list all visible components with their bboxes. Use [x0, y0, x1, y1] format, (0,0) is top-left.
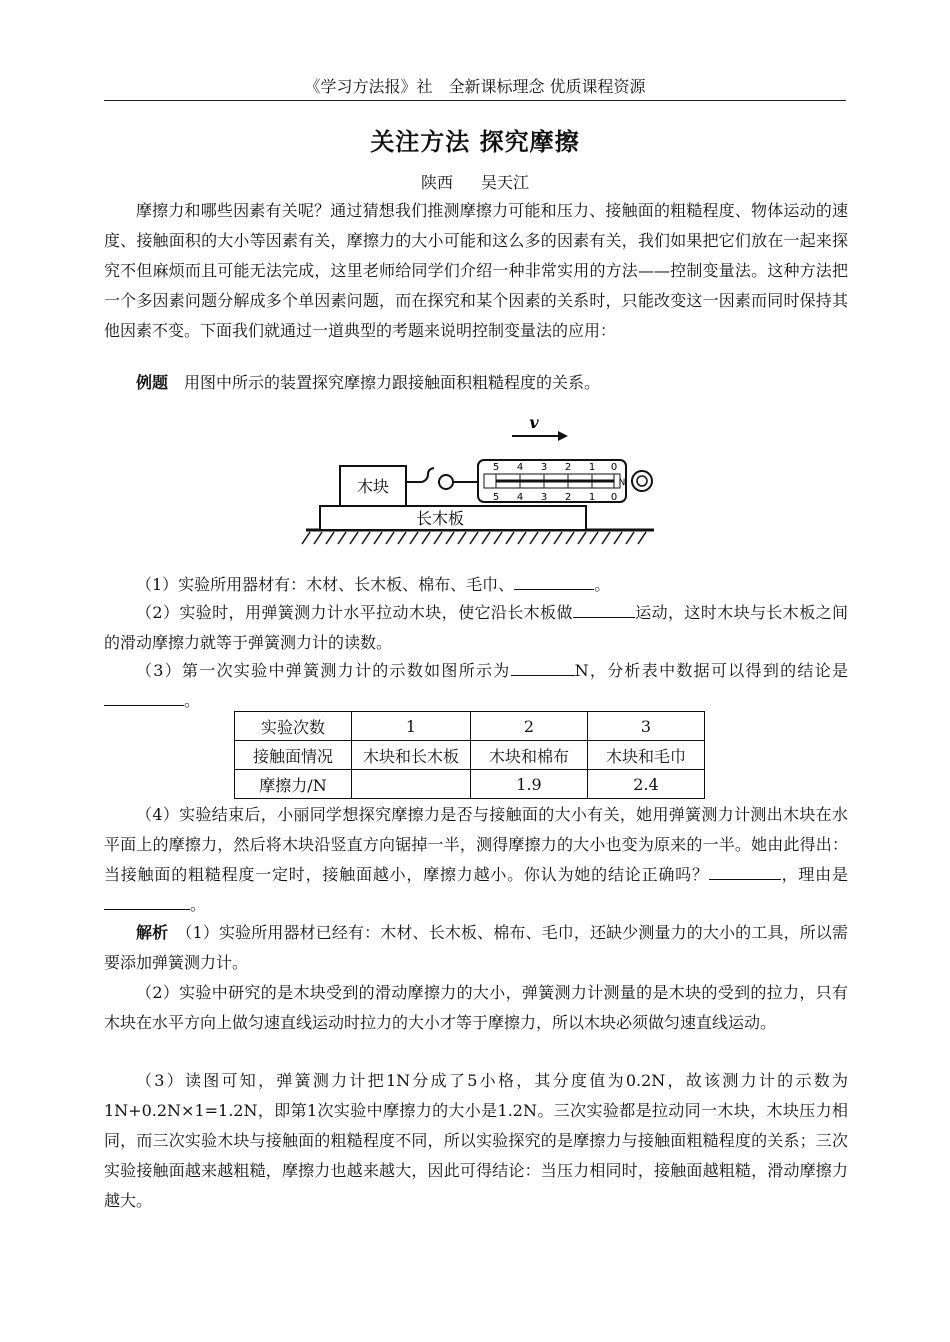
table-cell: 1 [352, 712, 471, 741]
table-cell: 2 [471, 712, 588, 741]
scale-number-0-bottom: 0 [610, 492, 618, 503]
q4-end: 。 [190, 895, 207, 914]
question-2 [104, 598, 848, 658]
q1-blank[interactable] [514, 571, 594, 590]
intro-paragraph: 摩擦力和哪些因素有关呢？通过猜想我们推测摩擦力可能和压力、接触面的粗糙程度、物体运动的速度、接触面积的大小等因素有关，摩擦力的大小可能和这么多的因素有关，我们如果把它们放在一起来探究不但麻烦而且可能无法完成，这里老师给同学们介绍一种非常实用的方法——控制变量法。这种方法把一个多因素问题分解成多个单因素问题，而在探究和某个因素的关系时，只能改变这一因素而同时保持其他因素不变。下面我们就通过一道典型的考题来说明控制变量法的应用： [104, 201, 848, 340]
scale-number-5-bottom: 5 [492, 492, 500, 503]
scale-number-4: 4 [516, 462, 524, 473]
author-region: 陕西 [420, 173, 453, 192]
article-title: 关注方法 探究摩擦 [370, 127, 580, 156]
data-table [234, 711, 705, 799]
scale-number-3-bottom: 3 [540, 492, 548, 503]
question-1 [104, 570, 848, 600]
q3-end: 。 [184, 691, 201, 710]
experiment-figure [300, 408, 660, 558]
board-label: 长木板 [415, 509, 465, 528]
analysis-1 [104, 918, 848, 978]
velocity-arrow-icon [558, 431, 568, 441]
example-text: 用图中所示的装置探究摩擦力跟接触面积粗糙程度的关系。 [184, 373, 601, 392]
table-cell: 摩擦力/N [235, 770, 352, 799]
q2-pre: （2）实验时，用弹簧测力计水平拉动木块，使它沿长木板做 [136, 603, 573, 622]
table-cell [352, 770, 471, 799]
table-row [235, 712, 705, 741]
block-label: 木块 [356, 477, 390, 496]
scale-number-2: 2 [564, 462, 572, 473]
q3-blank-reading[interactable] [511, 657, 575, 676]
q1-end: 。 [594, 575, 611, 594]
q4-blank-answer[interactable] [709, 861, 781, 880]
table-cell: 接触面情况 [235, 741, 352, 770]
author-line [0, 170, 950, 193]
q1-text: （1）实验所用器材有：木材、长木板、棉布、毛巾、 [136, 575, 515, 594]
analysis-1-text: （1）实验所用器材已经有：木材、长木板、棉布、毛巾，还缺少测量力的大小的工具，所以需要添加弹簧测力计。 [104, 923, 848, 972]
q4-blank-reason[interactable] [104, 891, 190, 910]
ground-hatching [302, 532, 646, 544]
page-header: 《学习方法报》社 全新课标理念 优质课程资源 [104, 76, 846, 101]
scale-unit: N [618, 478, 626, 488]
analysis-2: （2）实验中研究的是木块受到的滑动摩擦力的大小，弹簧测力计测量的是木块的受到的拉力，只有木块在水平方向上做匀速直线运动时拉力的大小才等于摩擦力，所以木块必须做匀速直线运动。 [104, 983, 848, 1032]
scale-number-3: 3 [540, 462, 548, 473]
q4-mid: ，理由是 [780, 865, 848, 884]
question-3 [104, 656, 848, 716]
scale-number-1: 1 [588, 462, 596, 473]
table-cell: 1.9 [471, 770, 588, 799]
hook-icon [422, 468, 434, 482]
table-cell: 木块和毛巾 [588, 741, 705, 770]
q3-blank-conclusion[interactable] [104, 687, 184, 706]
author-name: 吴天江 [481, 173, 530, 192]
q2-post: 运动，这时木块与长木板之间的滑动摩擦力就等于弹簧测力计的读数。 [104, 603, 848, 652]
analysis-3: （3）读图可知，弹簧测力计把1N分成了5小格，其分度值为0.2N，故该测力计的示数为1N+0.2N×1=1.2N，即第1次实验中摩擦力的大小是1.2N。三次实验都是拉动同一木块，木块压力相同，而三次实验木块与接触面的粗糙程度不同，所以实验探究的是摩擦力与接触面粗糙程度的关系；三次实验接触面越来越粗糙，摩擦力也越来越大，因此可得结论：当压力相同时，接触面越粗糙，滑动摩擦力越大。 [104, 1071, 848, 1210]
velocity-label: v [529, 413, 539, 432]
q2-blank[interactable] [573, 599, 635, 618]
q4-pre: （4）实验结束后，小丽同学想探究摩擦力是否与接触面的大小有关，她用弹簧测力计测出木块在水平面上的摩擦力，然后将木块沿竖直方向锯掉一半，测得摩擦力的大小也变为原来的一半。她由此得出：当接触面的粗糙程度一定时，接触面越小，摩擦力越小。你认为她的结论正确吗？ [104, 805, 848, 884]
table-cell: 实验次数 [235, 712, 352, 741]
scale-number-5: 5 [492, 462, 500, 473]
example-statement [104, 368, 848, 398]
example-label: 例题 [136, 373, 169, 392]
q3-pre: （3）第一次实验中弹簧测力计的示数如图所示为 [136, 661, 511, 680]
analysis-label: 解析 [136, 923, 169, 942]
table-cell: 3 [588, 712, 705, 741]
question-4 [104, 800, 848, 920]
scale-ring-left [439, 475, 453, 489]
table-row [235, 741, 705, 770]
table-cell: 木块和棉布 [471, 741, 588, 770]
table-cell: 木块和长木板 [352, 741, 471, 770]
scale-number-4-bottom: 4 [516, 492, 524, 503]
scale-number-0: 0 [610, 462, 618, 473]
scale-ring-right-inner [637, 476, 647, 486]
q3-mid: N，分析表中数据可以得到的结论是 [574, 661, 848, 680]
scale-number-2-bottom: 2 [564, 492, 572, 503]
table-cell: 2.4 [588, 770, 705, 799]
table-row [235, 770, 705, 799]
scale-number-1-bottom: 1 [588, 492, 596, 503]
